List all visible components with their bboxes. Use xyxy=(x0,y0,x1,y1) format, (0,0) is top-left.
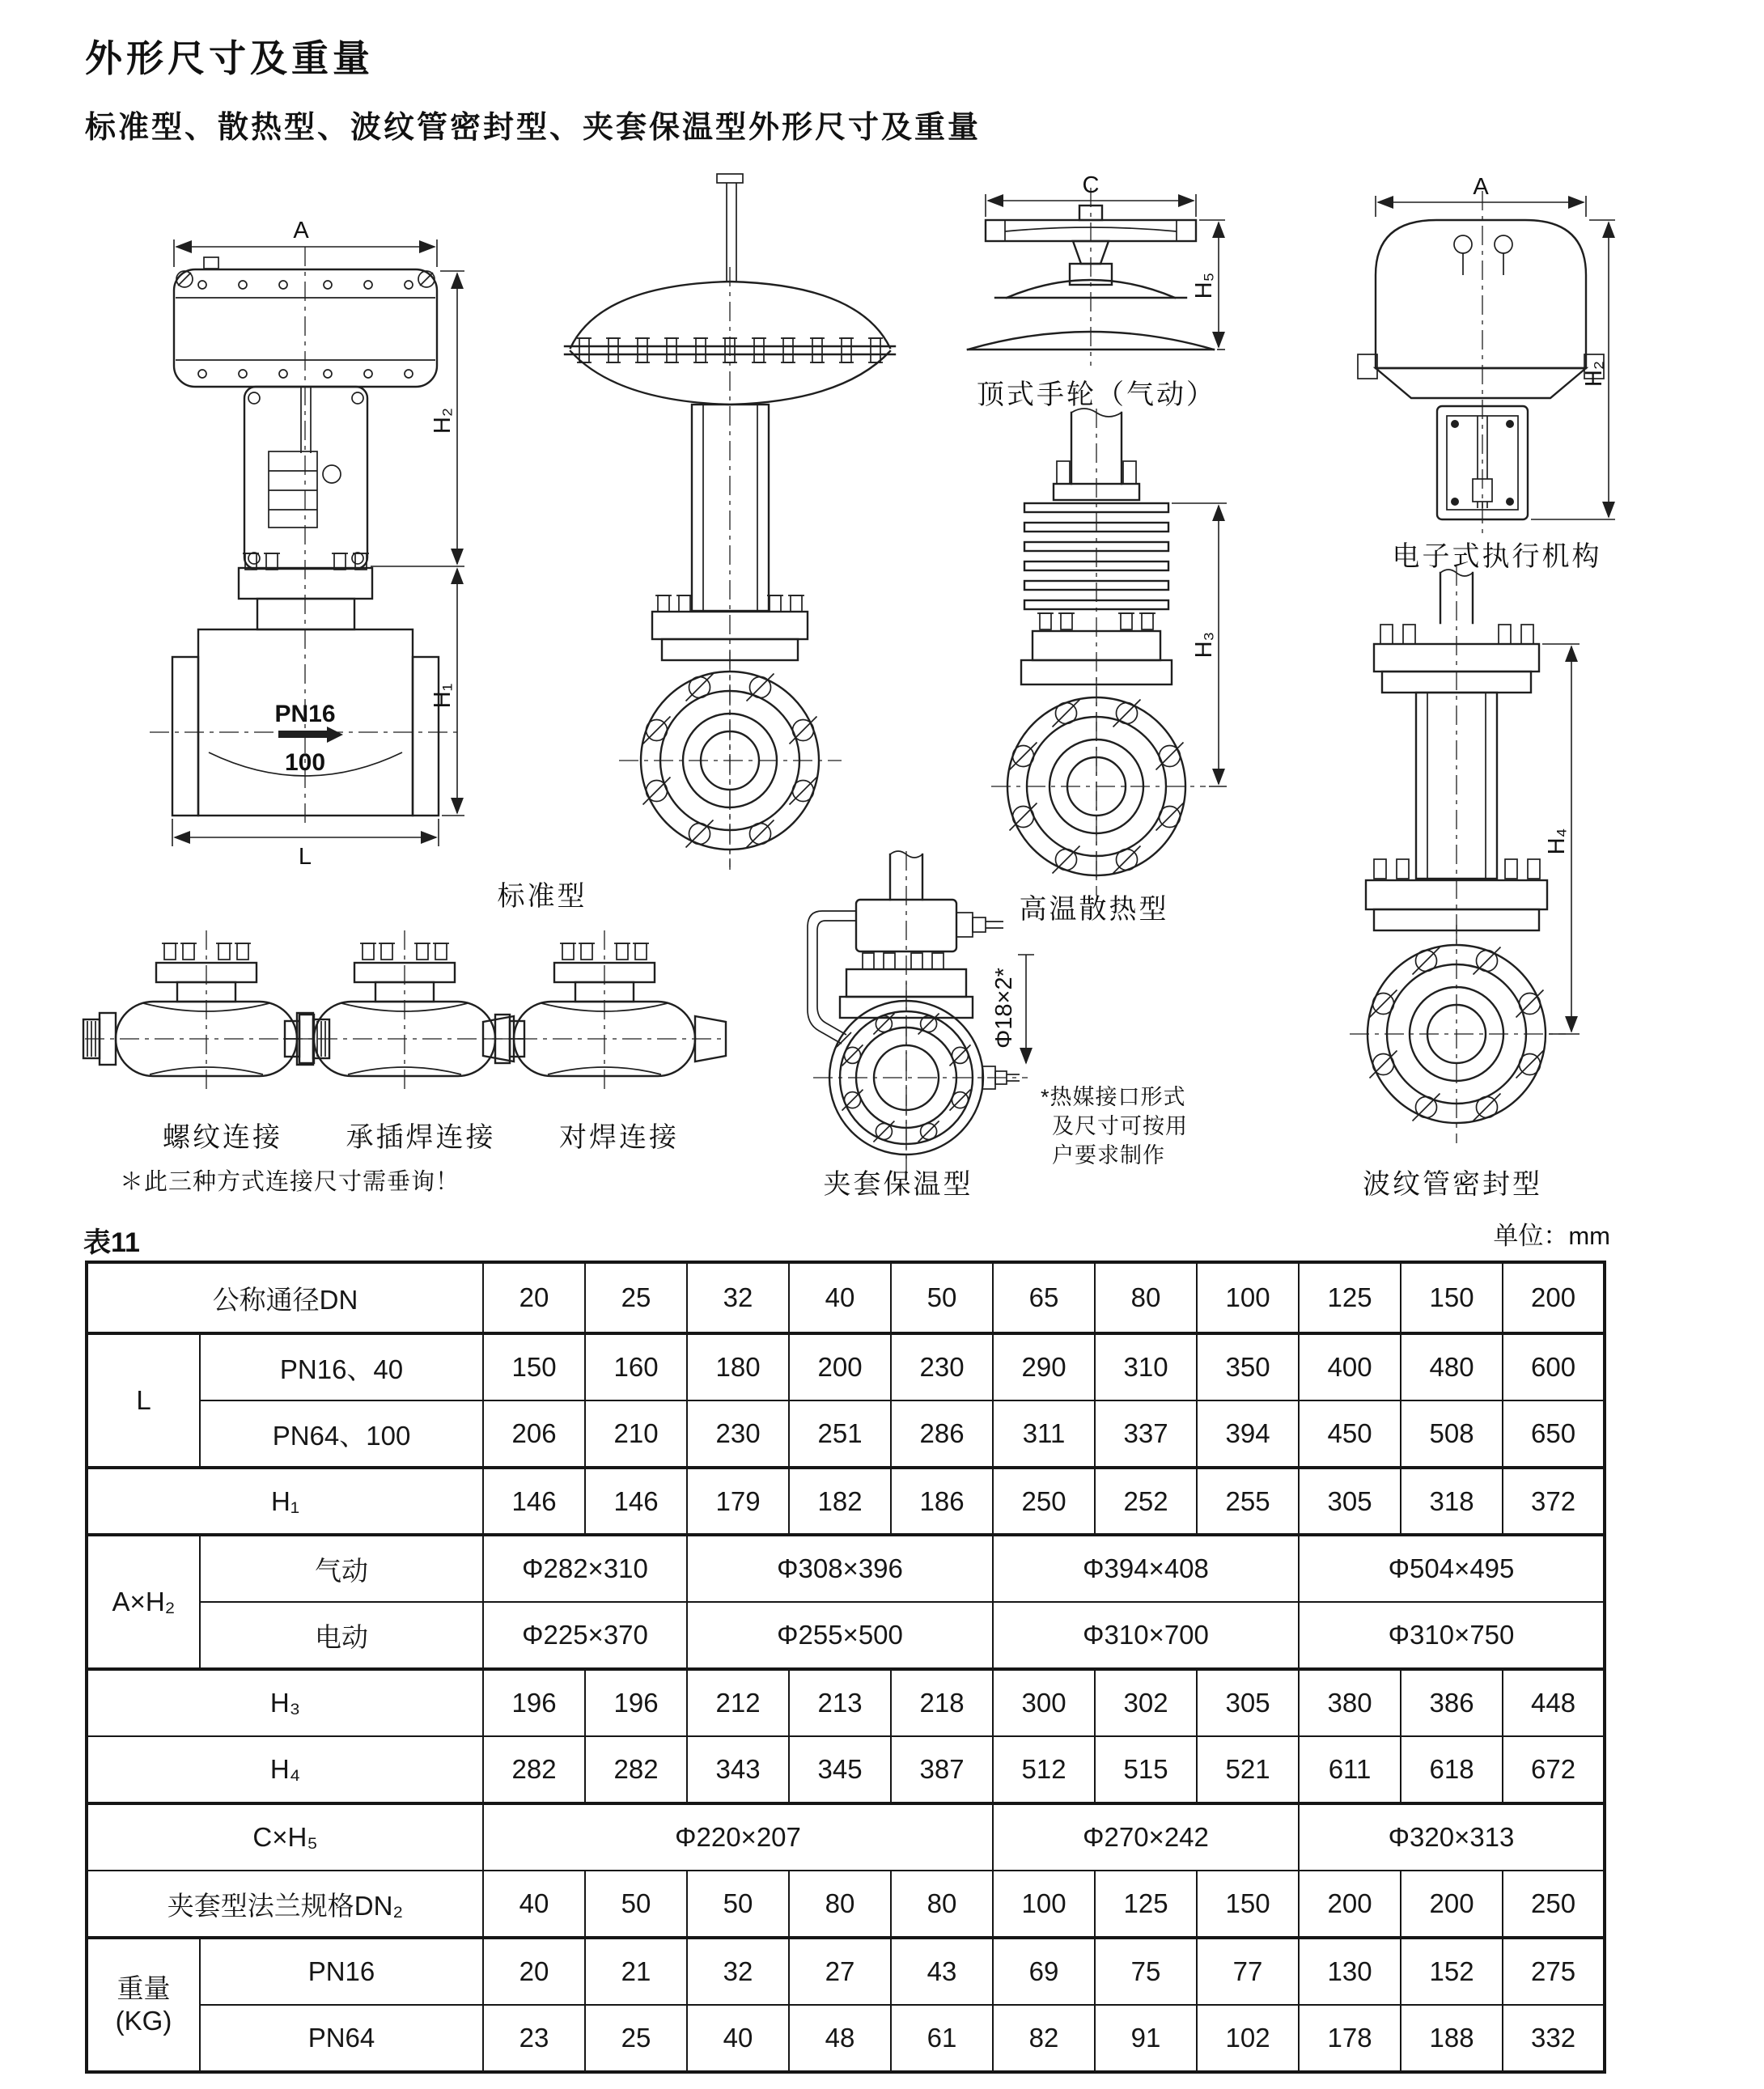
table-cell: 521 xyxy=(1197,1736,1299,1803)
row-sublabel: PN64、100 xyxy=(200,1400,483,1468)
table-cell: 213 xyxy=(789,1669,891,1736)
table-cell: 25 xyxy=(585,2005,687,2072)
table-cell: 343 xyxy=(687,1736,789,1803)
col-header: 100 xyxy=(1197,1262,1299,1333)
table-cell: 618 xyxy=(1401,1736,1503,1803)
table-cell: 251 xyxy=(789,1400,891,1468)
electric-actuator-drawing xyxy=(1358,174,1615,534)
table-cell: 230 xyxy=(687,1400,789,1468)
caption-electric: 电子式执行机构 xyxy=(1392,541,1602,572)
table-cell: 255 xyxy=(1197,1468,1299,1535)
socket-weld-connection-drawing xyxy=(283,930,526,1091)
table-row xyxy=(87,1262,1605,1333)
table-cell: Φ310×700 xyxy=(993,1602,1299,1669)
page-title: 外形尺寸及重量 xyxy=(85,37,374,79)
table-unit-label: 单位：mm xyxy=(1493,1222,1610,1250)
table-cell: 394 xyxy=(1197,1400,1299,1468)
table-cell: 48 xyxy=(789,2005,891,2072)
table-cell: 305 xyxy=(1299,1468,1401,1535)
table-row xyxy=(87,1736,1605,1803)
row-sublabel: PN16、40 xyxy=(200,1333,483,1400)
row-sublabel: PN16 xyxy=(200,1938,483,2005)
table-cell: 91 xyxy=(1095,2005,1197,2072)
table-row xyxy=(87,1602,1605,1669)
table-cell: 480 xyxy=(1401,1333,1503,1400)
caption-socket-weld: 承插焊连接 xyxy=(346,1122,496,1153)
row-label-h4: H₄ xyxy=(87,1736,483,1803)
table-cell: 75 xyxy=(1095,1938,1197,2005)
caption-standard: 标准型 xyxy=(497,881,587,912)
col-header: 200 xyxy=(1503,1262,1605,1333)
table-row xyxy=(87,1535,1605,1602)
table-cell: 188 xyxy=(1401,2005,1503,2072)
row-label-h1: H₁ xyxy=(87,1468,483,1535)
table-cell: 196 xyxy=(483,1669,585,1736)
table-cell: 200 xyxy=(1401,1871,1503,1938)
table-cell: 160 xyxy=(585,1333,687,1400)
col-header: 40 xyxy=(789,1262,891,1333)
row-label-l: L xyxy=(87,1333,200,1468)
table-cell: 512 xyxy=(993,1736,1095,1803)
table-cell: 196 xyxy=(585,1669,687,1736)
table-cell: 210 xyxy=(585,1400,687,1468)
table-caption: 表11 xyxy=(83,1227,140,1258)
heat-dissipation-drawing xyxy=(991,409,1227,896)
table-cell: 150 xyxy=(1197,1871,1299,1938)
table-cell: 450 xyxy=(1299,1400,1401,1468)
table-cell: Φ320×313 xyxy=(1299,1803,1605,1871)
table-cell: Φ225×370 xyxy=(483,1602,687,1669)
dim-label-h2b: H₂ xyxy=(1581,360,1607,388)
table-cell: 372 xyxy=(1503,1468,1605,1535)
dim-label-c: C xyxy=(1082,172,1100,198)
row-sublabel: 电动 xyxy=(200,1602,483,1669)
table-cell: 218 xyxy=(891,1669,993,1736)
table-cell: 32 xyxy=(687,1938,789,2005)
table-cell: Φ308×396 xyxy=(687,1535,993,1602)
table-row xyxy=(87,2005,1605,2072)
caption-heat: 高温散热型 xyxy=(1019,894,1169,925)
dim-label-a: A xyxy=(293,218,309,244)
table-cell: 102 xyxy=(1197,2005,1299,2072)
table-cell: 69 xyxy=(993,1938,1095,2005)
table-cell: 40 xyxy=(687,2005,789,2072)
table-row xyxy=(87,1333,1605,1400)
handwheel-drawing xyxy=(968,172,1225,366)
col-header: 125 xyxy=(1299,1262,1401,1333)
table-cell: 305 xyxy=(1197,1669,1299,1736)
table-cell: 400 xyxy=(1299,1333,1401,1400)
table-cell: 200 xyxy=(789,1333,891,1400)
col-header: 50 xyxy=(891,1262,993,1333)
table-cell: 250 xyxy=(1503,1871,1605,1938)
table-cell: 332 xyxy=(1503,2005,1605,2072)
table-cell: 80 xyxy=(789,1871,891,1938)
table-cell: 150 xyxy=(483,1333,585,1400)
table-cell: Φ504×495 xyxy=(1299,1535,1605,1602)
table-cell: 350 xyxy=(1197,1333,1299,1400)
table-cell: 200 xyxy=(1299,1871,1401,1938)
table-row xyxy=(87,1669,1605,1736)
table-cell: Φ270×242 xyxy=(993,1803,1299,1871)
table-cell: Φ220×207 xyxy=(483,1803,993,1871)
table-cell: 61 xyxy=(891,2005,993,2072)
table-cell: 230 xyxy=(891,1333,993,1400)
table-cell: 250 xyxy=(993,1468,1095,1535)
table-cell: 337 xyxy=(1095,1400,1197,1468)
table-cell: 146 xyxy=(483,1468,585,1535)
table-cell: Φ255×500 xyxy=(687,1602,993,1669)
table-cell: 508 xyxy=(1401,1400,1503,1468)
table-row xyxy=(87,1400,1605,1468)
table-cell: 302 xyxy=(1095,1669,1197,1736)
col-header: 80 xyxy=(1095,1262,1197,1333)
table-cell: 20 xyxy=(483,1938,585,2005)
standard-valve-side-drawing xyxy=(565,174,895,870)
weight-label: 重量 xyxy=(117,1973,171,2003)
row-sublabel: PN64 xyxy=(200,2005,483,2072)
bellows-valve-drawing xyxy=(1350,566,1580,1143)
col-header: 65 xyxy=(993,1262,1095,1333)
row-label-dn: 公称通径DN xyxy=(87,1262,483,1333)
table-row xyxy=(87,1803,1605,1871)
table-cell: 345 xyxy=(789,1736,891,1803)
threaded-connection-drawing xyxy=(83,930,329,1091)
table-cell: 311 xyxy=(993,1400,1095,1468)
table-row xyxy=(87,1468,1605,1535)
dim-label-port: Φ18×2* xyxy=(991,968,1017,1049)
dimension-table xyxy=(85,1261,1606,2074)
table-cell: 50 xyxy=(585,1871,687,1938)
table-cell: 40 xyxy=(483,1871,585,1938)
table-cell: 300 xyxy=(993,1669,1095,1736)
table-cell: 212 xyxy=(687,1669,789,1736)
table-cell: Φ310×750 xyxy=(1299,1602,1605,1669)
standard-valve-drawing xyxy=(150,218,464,870)
table-cell: 448 xyxy=(1503,1669,1605,1736)
caption-butt-weld: 对焊连接 xyxy=(559,1122,679,1153)
weight-unit-label: (KG) xyxy=(115,2006,172,2036)
table-cell: 179 xyxy=(687,1468,789,1535)
table-cell: 252 xyxy=(1095,1468,1197,1535)
table-cell: 282 xyxy=(483,1736,585,1803)
table-cell: 80 xyxy=(891,1871,993,1938)
jacketed-note-line1: *热媒接口形式 xyxy=(1041,1085,1186,1109)
row-label-cxh5: C×H₅ xyxy=(87,1803,483,1871)
table-cell: 23 xyxy=(483,2005,585,2072)
dim-label-h5: H₅ xyxy=(1191,272,1217,299)
table-row xyxy=(87,1871,1605,1938)
table-cell: 50 xyxy=(687,1871,789,1938)
table-cell: 43 xyxy=(891,1938,993,2005)
caption-jacketed: 夹套保温型 xyxy=(823,1169,973,1200)
page-subtitle: 标准型、散热型、波纹管密封型、夹套保温型外形尺寸及重量 xyxy=(85,111,982,145)
table-cell: 290 xyxy=(993,1333,1095,1400)
table-cell: 672 xyxy=(1503,1736,1605,1803)
table-cell: 282 xyxy=(585,1736,687,1803)
table-cell: Φ394×408 xyxy=(993,1535,1299,1602)
dim-label-a2: A xyxy=(1473,174,1489,200)
table-cell: 650 xyxy=(1503,1400,1605,1468)
caption-handwheel: 顶式手轮（气动） xyxy=(977,379,1216,410)
table-cell: 611 xyxy=(1299,1736,1401,1803)
table-cell: 310 xyxy=(1095,1333,1197,1400)
body-mark-dn: 100 xyxy=(284,749,326,776)
table-cell: 152 xyxy=(1401,1938,1503,2005)
connections-note: ＊此三种方式连接尺寸需垂询！ xyxy=(120,1169,460,1195)
table-cell: 146 xyxy=(585,1468,687,1535)
table-cell: 27 xyxy=(789,1938,891,2005)
table-cell: 515 xyxy=(1095,1736,1197,1803)
table-cell: 130 xyxy=(1299,1938,1401,2005)
row-sublabel: 气动 xyxy=(200,1535,483,1602)
table-cell: 380 xyxy=(1299,1669,1401,1736)
jacketed-note-line3: 户要求制作 xyxy=(1052,1143,1165,1167)
caption-threaded: 螺纹连接 xyxy=(163,1122,282,1153)
col-header: 150 xyxy=(1401,1262,1503,1333)
table-row xyxy=(87,1938,1605,2005)
table-cell: 387 xyxy=(891,1736,993,1803)
table-cell: 600 xyxy=(1503,1333,1605,1400)
col-header: 20 xyxy=(483,1262,585,1333)
table-cell: 180 xyxy=(687,1333,789,1400)
row-label-axh2: A×H₂ xyxy=(87,1535,200,1669)
table-cell: 178 xyxy=(1299,2005,1401,2072)
table-cell: 100 xyxy=(993,1871,1095,1938)
row-label-h3: H₃ xyxy=(87,1669,483,1736)
table-cell: Φ282×310 xyxy=(483,1535,687,1602)
jacketed-note-line2: 及尺寸可按用 xyxy=(1052,1114,1188,1138)
col-header: 25 xyxy=(585,1262,687,1333)
caption-bellows: 波纹管密封型 xyxy=(1363,1169,1542,1200)
table-cell: 275 xyxy=(1503,1938,1605,2005)
table-cell: 318 xyxy=(1401,1468,1503,1535)
table-cell: 21 xyxy=(585,1938,687,2005)
dim-label-h4: H₄ xyxy=(1544,828,1570,855)
table-cell: 77 xyxy=(1197,1938,1299,2005)
table-cell: 386 xyxy=(1401,1669,1503,1736)
dim-label-h3: H₃ xyxy=(1191,631,1217,659)
dim-label-l: L xyxy=(298,844,312,870)
table-cell: 286 xyxy=(891,1400,993,1468)
dim-label-h2: H₂ xyxy=(430,407,456,434)
col-header: 32 xyxy=(687,1262,789,1333)
row-label-weight xyxy=(87,1938,200,2072)
dim-label-h1: H₁ xyxy=(430,683,456,709)
table-cell: 82 xyxy=(993,2005,1095,2072)
table-cell: 186 xyxy=(891,1468,993,1535)
row-label-dn2: 夹套型法兰规格DN₂ xyxy=(87,1871,483,1938)
body-mark-pn: PN16 xyxy=(274,701,336,727)
table-cell: 125 xyxy=(1095,1871,1197,1938)
table-cell: 182 xyxy=(789,1468,891,1535)
table-cell: 206 xyxy=(483,1400,585,1468)
butt-weld-connection-drawing xyxy=(483,930,726,1091)
